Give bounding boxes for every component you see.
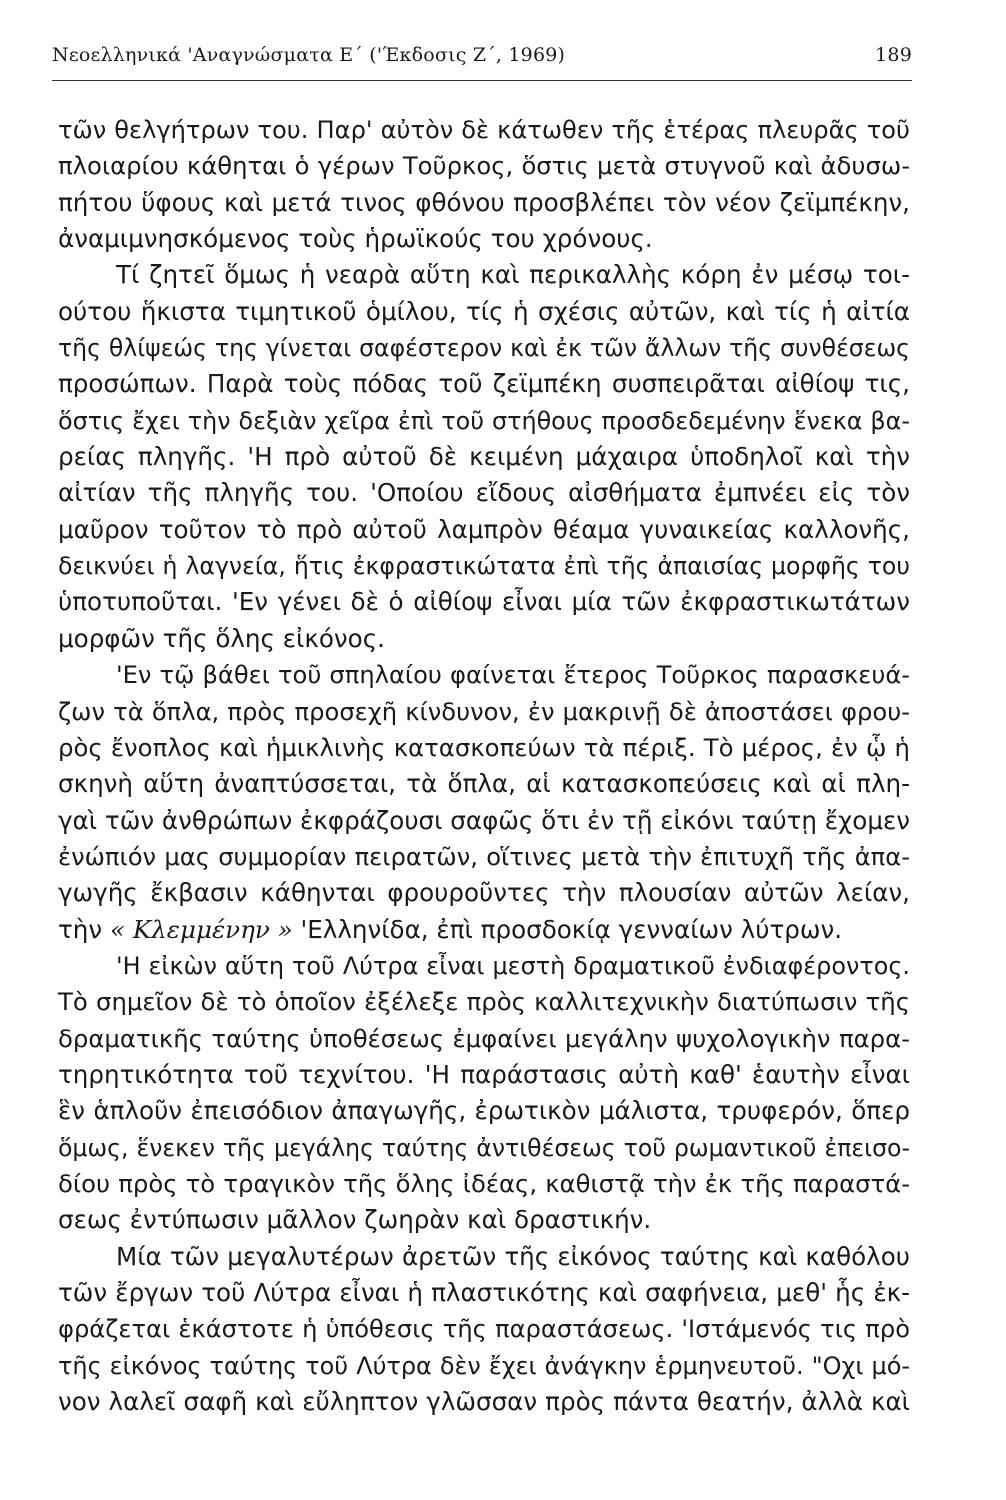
line-rest: 'Ελληνίδα, ἐπὶ προσδοκίᾳ γενναίων λύτρων.: [292, 914, 843, 944]
text-line: Τὸ σημεῖον δὲ τὸ ὁποῖον ἐξέλεξε πρὸς καλλιτεχνικὴν διατύπωσιν τῆς: [58, 987, 910, 1017]
text-line: σκηνὴ αὕτη ἀναπτύσσεται, τὰ ὅπλα, αἱ κατασκοπεύσεις καὶ αἱ πλη-: [58, 769, 910, 799]
header-rule: [52, 80, 912, 81]
text-line: μαῦρον τοῦτον τὸ πρὸ αὐτοῦ λαμπρὸν θέαμα γυναικείας καλλονῆς,: [58, 514, 910, 544]
text-line: σεως ἐντύπωσιν μᾶλλον ζωηρὰν καὶ δραστικήν.: [58, 1205, 652, 1235]
text-line: γαὶ τῶν ἀνθρώπων ἐκφράζουσι σαφῶς ὅτι ἐν τῇ εἰκόνι ταύτῃ ἔχομεν: [58, 805, 910, 835]
text-line: τηρητικότητα τοῦ τεχνίτου. 'Η παράστασις αὐτὴ καθ' ἑαυτὴν εἶναι: [58, 1059, 910, 1089]
text-line: πήτου ὕφους καὶ μετά τινος φθόνου προσβλέπει τὸν νέον ζεϊμπέκην,: [58, 187, 910, 217]
text-line: τῆς θλίψεώς της γίνεται σαφέστερον καὶ ἐκ τῶν ἄλλων τῆς συνθέσεως: [58, 334, 910, 363]
text-line: Μία τῶν μεγαλυτέρων ἀρετῶν τῆς εἰκόνος ταύτης καὶ καθόλου: [116, 1241, 910, 1271]
text-line: πλοιαρίου κάθηται ὁ γέρων Τοῦρκος, ὅστις μετὰ στυγνοῦ καὶ ἀδυσω-: [58, 151, 910, 181]
text-line: ἀναμιμνησκόμενος τοὺς ἡρωϊκούς του χρόνους.: [58, 224, 653, 254]
text-line: 'Εν τῷ βάθει τοῦ σπηλαίου φαίνεται ἕτερος Τοῦρκος παρασκευά-: [116, 661, 910, 690]
page-number: 189: [875, 44, 912, 66]
text-line: τῆς εἰκόνος ταύτης τοῦ Λύτρα δὲν ἔχει ἀνάγκην ἑρμηνευτοῦ. "Οχι μό-: [58, 1351, 910, 1380]
running-header: [52, 40, 912, 70]
text-line: μορφῶν τῆς ὅλης εἰκόνος.: [58, 623, 385, 653]
text-line: 'Η εἰκὼν αὕτη τοῦ Λύτρα εἶναι μεστὴ δραματικοῦ ἐνδιαφέροντος.: [116, 951, 910, 980]
text-line: ἐνώπιόν μας συμμορίαν πειρατῶν, οἵτινες μετὰ τὴν ἐπιτυχῆ τῆς ἀπα-: [58, 841, 910, 871]
text-line: αἰτίαν τῆς πληγῆς του. 'Οποίου εἴδους αἰσθήματα ἐμπνέει εἰς τὸν: [58, 478, 910, 508]
body-text: [58, 112, 910, 1420]
line-prefix: τὴν: [58, 914, 110, 944]
italic-title: « Κλεμμένην »: [109, 914, 293, 944]
text-line: δίου πρὸς τὸ τραγικὸν τῆς ὅλης ἰδέας, καθιστᾷ τὴν ἐκ τῆς παραστά-: [58, 1168, 910, 1198]
text-line: γωγῆς ἔκβασιν κάθηνται φρουροῦντες τὴν πλουσίαν αὐτῶν λείαν,: [58, 878, 910, 908]
text-line: δραματικῆς ταύτης ὑποθέσεως ἐμφαίνει μεγάλην ψυχολογικὴν παρα-: [58, 1023, 910, 1053]
text-line: προσώπων. Παρὰ τοὺς πόδας τοῦ ζεϊμπέκη συσπειρᾶται αἰθίοψ τις,: [58, 369, 910, 399]
running-title: Νεοελληνικά 'Αναγνώσματα Ε΄ ('Έκδοσις Ζ΄, 1969): [52, 44, 566, 66]
text-line: ἓν ἁπλοῦν ἐπεισόδιον ἀπαγωγῆς, ἐρωτικὸν μάλιστα, τρυφερόν, ὅπερ: [58, 1096, 910, 1126]
text-line: ζων τὰ ὅπλα, πρὸς προσεχῆ κίνδυνον, ἐν μακρινῇ δὲ ἀποστάσει φρου-: [58, 696, 910, 726]
text-line: φράζεται ἑκάστοτε ἡ ὑπόθεσις τῆς παραστάσεως. 'Ιστάμενός τις πρὸ: [58, 1315, 910, 1344]
text-line: τῶν θελγήτρων του. Παρ' αὐτὸν δὲ κάτωθεν τῆς ἑτέρας πλευρᾶς τοῦ: [58, 116, 910, 144]
text-line: ὅστις ἔχει τὴν δεξιὰν χεῖρα ἐπὶ τοῦ στήθους προσδεδεμένην ἕνεκα βα-: [58, 406, 910, 435]
text-line: ὅμως, ἕνεκεν τῆς μεγάλης ταύτης ἀντιθέσεως τοῦ ρωμαντικοῦ ἐπεισο-: [58, 1133, 910, 1162]
text-line: ρὸς ἔνοπλος καὶ ἡμικλινὴς κατασκοπεύων τὰ πέριξ. Τὸ μέρος, ἐν ᾧ ἡ: [58, 732, 910, 762]
text-line: Τί ζητεῖ ὅμως ἡ νεαρὰ αὕτη καὶ περικαλλὴς κόρη ἐν μέσῳ τοι-: [116, 260, 910, 290]
text-line: δεικνύει ἡ λαγνεία, ἥτις ἐκφραστικώτατα ἐπὶ τῆς ἀπαισίας μορφῆς του: [58, 552, 910, 581]
text-line: ούτου ἥκιστα τιμητικοῦ ὁμίλου, τίς ἡ σχέσις αὐτῶν, καὶ τίς ἡ αἰτία: [58, 296, 910, 326]
text-line: ὑποτυποῦται. 'Εν γένει δὲ ὁ αἰθίοψ εἶναι μία τῶν ἐκφραστικωτάτων: [58, 587, 910, 617]
text-line: νον λαλεῖ σαφῆ καὶ εὔληπτον γλῶσσαν πρὸς πάντα θεατήν, ἀλλὰ καὶ: [58, 1387, 910, 1417]
text-line: ρείας πληγῆς. 'Η πρὸ αὐτοῦ δὲ κειμένη μάχαιρα ὑποδηλοῖ καὶ τὴν: [58, 442, 910, 472]
text-line: τῶν ἔργων τοῦ Λύτρα εἶναι ἡ πλαστικότης καὶ σαφήνεια, μεθ' ἧς ἐκ-: [58, 1278, 910, 1307]
text-line: [58, 912, 910, 948]
